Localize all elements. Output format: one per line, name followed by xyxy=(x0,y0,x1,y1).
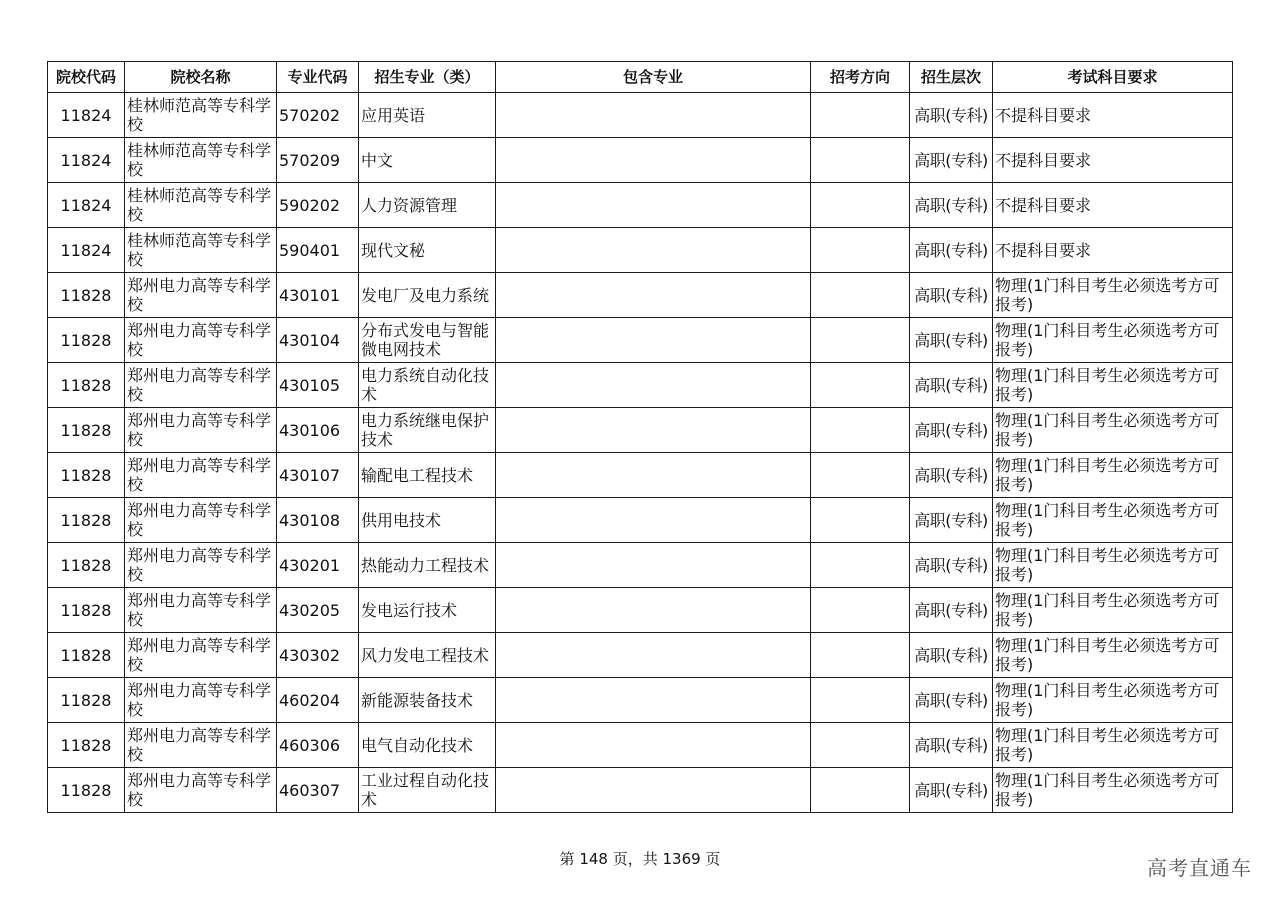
table-row xyxy=(48,93,1233,138)
cell-major-code: 430302 xyxy=(277,633,359,678)
table-row xyxy=(48,408,1233,453)
cell-included-majors xyxy=(496,363,811,408)
cell-major-code: 430201 xyxy=(277,543,359,588)
cell-major: 热能动力工程技术 xyxy=(359,543,496,588)
header-direction: 招考方向 xyxy=(811,62,910,93)
cell-school-name: 郑州电力高等专科学校 xyxy=(125,318,277,363)
cell-level: 高职(专科) xyxy=(910,768,993,813)
cell-level: 高职(专科) xyxy=(910,498,993,543)
cell-subject-requirement: 不提科目要求 xyxy=(993,138,1233,183)
cell-school-name: 桂林师范高等专科学校 xyxy=(125,138,277,183)
table-row xyxy=(48,633,1233,678)
table-header xyxy=(48,62,1233,93)
cell-school-code: 11824 xyxy=(48,138,125,183)
cell-school-name: 桂林师范高等专科学校 xyxy=(125,228,277,273)
cell-major-code: 430101 xyxy=(277,273,359,318)
cell-major-code: 430108 xyxy=(277,498,359,543)
cell-school-code: 11828 xyxy=(48,498,125,543)
table-row xyxy=(48,543,1233,588)
cell-major: 现代文秘 xyxy=(359,228,496,273)
cell-major-code: 590202 xyxy=(277,183,359,228)
cell-school-name: 桂林师范高等专科学校 xyxy=(125,93,277,138)
cell-school-name: 郑州电力高等专科学校 xyxy=(125,768,277,813)
table-row xyxy=(48,363,1233,408)
cell-school-code: 11828 xyxy=(48,768,125,813)
cell-included-majors xyxy=(496,453,811,498)
cell-direction xyxy=(811,183,910,228)
cell-major-code: 430107 xyxy=(277,453,359,498)
table-row xyxy=(48,678,1233,723)
table-row xyxy=(48,453,1233,498)
cell-level: 高职(专科) xyxy=(910,723,993,768)
cell-major: 新能源装备技术 xyxy=(359,678,496,723)
cell-subject-requirement: 物理(1门科目考生必须选考方可报考) xyxy=(993,273,1233,318)
cell-subject-requirement: 物理(1门科目考生必须选考方可报考) xyxy=(993,723,1233,768)
cell-school-name: 郑州电力高等专科学校 xyxy=(125,453,277,498)
cell-school-name: 郑州电力高等专科学校 xyxy=(125,723,277,768)
cell-subject-requirement: 物理(1门科目考生必须选考方可报考) xyxy=(993,498,1233,543)
cell-direction xyxy=(811,138,910,183)
cell-included-majors xyxy=(496,723,811,768)
cell-school-name: 郑州电力高等专科学校 xyxy=(125,363,277,408)
table-body xyxy=(48,93,1233,813)
header-level: 招生层次 xyxy=(910,62,993,93)
cell-school-name: 郑州电力高等专科学校 xyxy=(125,588,277,633)
cell-major-code: 460307 xyxy=(277,768,359,813)
header-school-code: 院校代码 xyxy=(48,62,125,93)
cell-direction xyxy=(811,633,910,678)
cell-major-code: 460306 xyxy=(277,723,359,768)
page-number: 第 148 页，共 1369 页 xyxy=(559,850,721,868)
cell-included-majors xyxy=(496,138,811,183)
cell-major: 电力系统自动化技术 xyxy=(359,363,496,408)
cell-direction xyxy=(811,588,910,633)
cell-direction xyxy=(811,408,910,453)
cell-school-code: 11828 xyxy=(48,633,125,678)
cell-school-name: 郑州电力高等专科学校 xyxy=(125,408,277,453)
cell-major: 工业过程自动化技术 xyxy=(359,768,496,813)
cell-major: 发电运行技术 xyxy=(359,588,496,633)
cell-school-code: 11828 xyxy=(48,273,125,318)
cell-included-majors xyxy=(496,228,811,273)
cell-level: 高职(专科) xyxy=(910,363,993,408)
cell-subject-requirement: 物理(1门科目考生必须选考方可报考) xyxy=(993,768,1233,813)
table-row xyxy=(48,183,1233,228)
cell-direction xyxy=(811,453,910,498)
table-row xyxy=(48,588,1233,633)
cell-major-code: 430104 xyxy=(277,318,359,363)
cell-included-majors xyxy=(496,183,811,228)
cell-major-code: 570209 xyxy=(277,138,359,183)
cell-major-code: 460204 xyxy=(277,678,359,723)
cell-level: 高职(专科) xyxy=(910,588,993,633)
cell-direction xyxy=(811,93,910,138)
cell-included-majors xyxy=(496,678,811,723)
cell-school-code: 11824 xyxy=(48,228,125,273)
cell-major-code: 430105 xyxy=(277,363,359,408)
cell-school-name: 郑州电力高等专科学校 xyxy=(125,498,277,543)
table-row xyxy=(48,498,1233,543)
watermark: 高考直通车 xyxy=(1147,856,1252,880)
cell-included-majors xyxy=(496,768,811,813)
cell-major: 电气自动化技术 xyxy=(359,723,496,768)
cell-level: 高职(专科) xyxy=(910,138,993,183)
cell-level: 高职(专科) xyxy=(910,318,993,363)
cell-major: 风力发电工程技术 xyxy=(359,633,496,678)
cell-subject-requirement: 不提科目要求 xyxy=(993,228,1233,273)
cell-school-code: 11828 xyxy=(48,363,125,408)
header-major: 招生专业（类） xyxy=(359,62,496,93)
cell-level: 高职(专科) xyxy=(910,543,993,588)
cell-level: 高职(专科) xyxy=(910,453,993,498)
cell-level: 高职(专科) xyxy=(910,633,993,678)
cell-direction xyxy=(811,723,910,768)
table-row xyxy=(48,318,1233,363)
cell-level: 高职(专科) xyxy=(910,408,993,453)
cell-subject-requirement: 物理(1门科目考生必须选考方可报考) xyxy=(993,453,1233,498)
table-row xyxy=(48,768,1233,813)
table-row xyxy=(48,273,1233,318)
table-row xyxy=(48,723,1233,768)
cell-level: 高职(专科) xyxy=(910,228,993,273)
cell-major: 供用电技术 xyxy=(359,498,496,543)
cell-direction xyxy=(811,498,910,543)
header-included-majors: 包含专业 xyxy=(496,62,811,93)
table-row xyxy=(48,228,1233,273)
cell-major: 应用英语 xyxy=(359,93,496,138)
header-row xyxy=(48,62,1233,93)
cell-level: 高职(专科) xyxy=(910,93,993,138)
admissions-table xyxy=(47,61,1233,813)
cell-major: 分布式发电与智能微电网技术 xyxy=(359,318,496,363)
header-subject-requirement: 考试科目要求 xyxy=(993,62,1233,93)
cell-major: 电力系统继电保护技术 xyxy=(359,408,496,453)
header-school-name: 院校名称 xyxy=(125,62,277,93)
cell-school-name: 郑州电力高等专科学校 xyxy=(125,273,277,318)
cell-school-name: 郑州电力高等专科学校 xyxy=(125,543,277,588)
cell-subject-requirement: 物理(1门科目考生必须选考方可报考) xyxy=(993,543,1233,588)
cell-school-code: 11828 xyxy=(48,723,125,768)
cell-school-name: 桂林师范高等专科学校 xyxy=(125,183,277,228)
cell-school-code: 11828 xyxy=(48,453,125,498)
cell-major: 输配电工程技术 xyxy=(359,453,496,498)
cell-major-code: 570202 xyxy=(277,93,359,138)
cell-school-code: 11828 xyxy=(48,543,125,588)
cell-level: 高职(专科) xyxy=(910,183,993,228)
cell-school-code: 11828 xyxy=(48,678,125,723)
cell-included-majors xyxy=(496,633,811,678)
table-row xyxy=(48,138,1233,183)
cell-major: 发电厂及电力系统 xyxy=(359,273,496,318)
cell-school-code: 11824 xyxy=(48,183,125,228)
cell-subject-requirement: 物理(1门科目考生必须选考方可报考) xyxy=(993,318,1233,363)
cell-included-majors xyxy=(496,498,811,543)
cell-direction xyxy=(811,318,910,363)
cell-direction xyxy=(811,273,910,318)
cell-major-code: 590401 xyxy=(277,228,359,273)
header-major-code: 专业代码 xyxy=(277,62,359,93)
cell-major-code: 430106 xyxy=(277,408,359,453)
cell-school-name: 郑州电力高等专科学校 xyxy=(125,678,277,723)
cell-subject-requirement: 物理(1门科目考生必须选考方可报考) xyxy=(993,678,1233,723)
cell-major: 人力资源管理 xyxy=(359,183,496,228)
cell-level: 高职(专科) xyxy=(910,273,993,318)
cell-subject-requirement: 物理(1门科目考生必须选考方可报考) xyxy=(993,588,1233,633)
cell-included-majors xyxy=(496,543,811,588)
cell-included-majors xyxy=(496,588,811,633)
cell-subject-requirement: 不提科目要求 xyxy=(993,183,1233,228)
cell-included-majors xyxy=(496,273,811,318)
cell-direction xyxy=(811,228,910,273)
cell-subject-requirement: 物理(1门科目考生必须选考方可报考) xyxy=(993,363,1233,408)
cell-level: 高职(专科) xyxy=(910,678,993,723)
cell-school-code: 11828 xyxy=(48,318,125,363)
cell-school-code: 11828 xyxy=(48,588,125,633)
cell-included-majors xyxy=(496,93,811,138)
cell-subject-requirement: 不提科目要求 xyxy=(993,93,1233,138)
cell-subject-requirement: 物理(1门科目考生必须选考方可报考) xyxy=(993,408,1233,453)
cell-school-code: 11824 xyxy=(48,93,125,138)
cell-direction xyxy=(811,768,910,813)
cell-included-majors xyxy=(496,408,811,453)
cell-included-majors xyxy=(496,318,811,363)
cell-major-code: 430205 xyxy=(277,588,359,633)
cell-school-code: 11828 xyxy=(48,408,125,453)
cell-direction xyxy=(811,363,910,408)
cell-major: 中文 xyxy=(359,138,496,183)
cell-direction xyxy=(811,543,910,588)
cell-subject-requirement: 物理(1门科目考生必须选考方可报考) xyxy=(993,633,1233,678)
cell-school-name: 郑州电力高等专科学校 xyxy=(125,633,277,678)
cell-direction xyxy=(811,678,910,723)
